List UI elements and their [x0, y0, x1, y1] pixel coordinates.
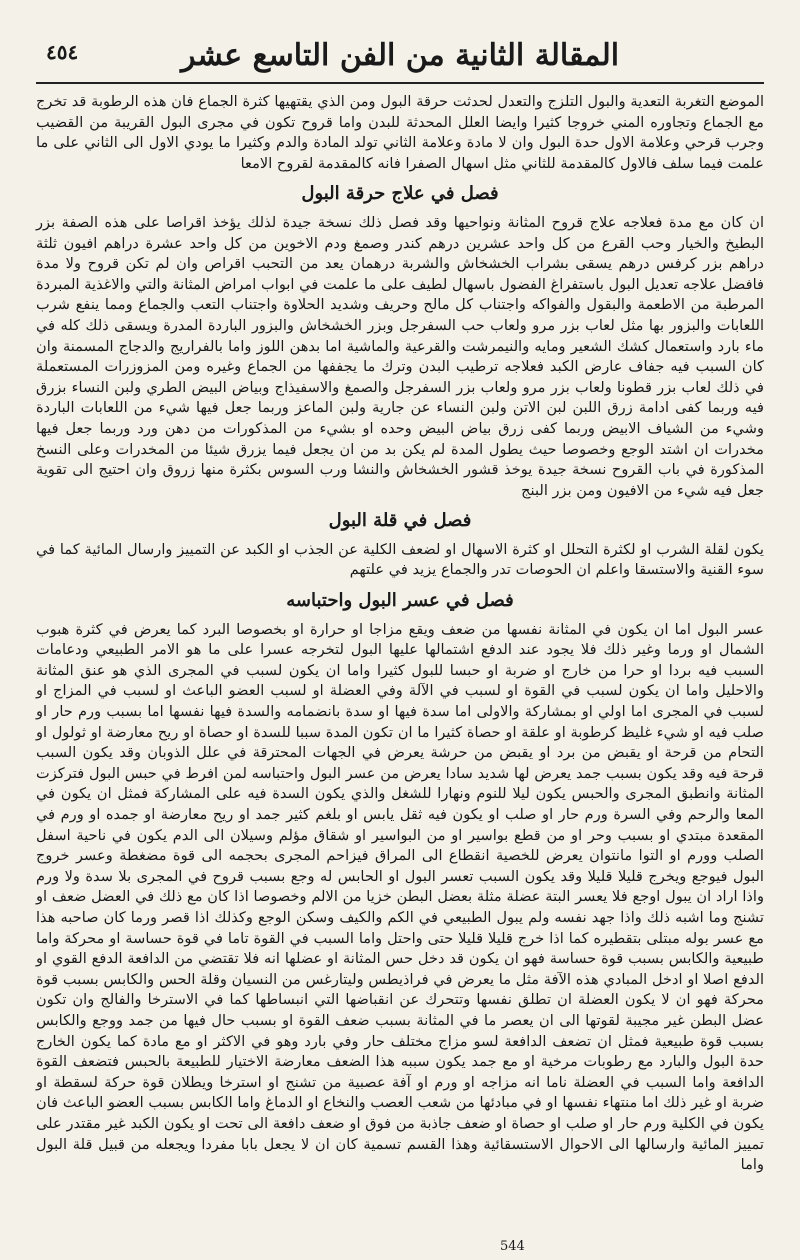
folio-number: ٤٥٤ — [46, 40, 79, 64]
page-number: 544 — [500, 1239, 525, 1254]
section-heading-urine-retention: فصل في عسر البول واحتباسه — [286, 590, 514, 612]
page-header — [36, 28, 764, 84]
section-heading-scanty-urine: فصل في قلة البول — [328, 510, 472, 532]
section-text-urine-retention: عسر البول اما ان يكون في المثانة نفسها من ضعف ويقع مزاجا او حرارة او بخصوصا البرد كما يعرض في كثرة هبوب الشمال او ورما وغير ذلك فلا يجود عند الدفع اشتمالها عليها البول لتخرجه عسرا على ما هو الامر الطبيعي ودعامات السبب فيه بردا او حرا من خارج او ضربة او حبسا للبول كثيرا واما ان يكون لسبب في المجرى الذي هو عنق المثانة والاحليل واما ان يكون لسبب في القوة او لسبب في الآلة وفي العضلة او لسبب العضو الباعث او لسبب في المزاج او لسبب في المجرى اما اولي او بمشاركة والاولى اما سدة فيها او سدة بانضمامه والسدة فيها نفسها اما بسبب ورم حار او صلب فيه او شيء غليظ كرطوبة او علقة او حصاة كثيرا ما ان تكون المدة سببا للسدة او حصاة او ريح معارضة او ثولول او التحام من قرحة او يقبض من برد او يقبض من حرشة يعرض في الجهات المحترقة في علل الذوبان وقد يكون السبب قرحة فيه وقد يكون بسبب جمد يعرض لها شديد سادا يعرض من عسر البول واحتباسه لمن افرط في حبس البول فتركزت المثانة وانطبق المجرى والحبس يكون ليلا للنوم ونهارا للشغل والذي يكون السدة فيه على المشاركة فمثل ان يكون في المعا والرحم وفي السرة ورم حار او صلب او يكون فيه ثقل يابس او بلغم كثير جمد او ريح معارضة او جمده او ورم في المقعدة مبتدي او بسبب وحر او من قطع بواسير او من البواسير او شقاق مؤلم وسيلان الى الدم يكون في ناحية اسفل الصلب وورم او التوا مانتوان يعرض للخصية انقطاع الى المراق فيزاحم المجرى بحجمه الى قوة مضغطة وعسر خروج البول فيوجع ويخرج قليلا قليلا وقد يكون السبب تعسر البول او الحابس له وجع بسبب قروح في المجرى بلا سدة ولا ورم واذا اراد ان يبول اوجع فلا يعسر البتة عضلة مثلة بعضل البطن خزيا من الالم وخصوصا اذا كان مع ذلك في العضل ضعف او تشنج وما اشبه ذلك واذا جهد نفسه ولم يبول الطبيعي في الكم والكيف وسكن الوجع وكذلك اذا قصر ورما كان صاحبه هذا مع عسر بوله مبتلى بتقطيره كما اذا خرج قليلا قليلا حتى واحتل واما السبب في القوة تاما في قوة حساسة او محركة واما طبيعية والكابس بسبب قوة حساسة فهو ان يكون قد دخل حس المثانة او عضلها انه فلا تقتضي من الدافعة الدفع القوي او الدفع اصلا او ادخل المبادي هذه الآفة مثل ما يعرض في فراذيطس وليتارغس من النسيان وقلة الحس والكابس بسبب قوة محركة فهو ان لا يكون العضلة ان تطلق نفسها وتتحرك عن انقباضها التي انبساطها كما في الاسترخا والفالج وان تكون عضل البطن غير مجيبة لقوتها الى ان يعصر ما في المثانة بسبب ضعف القوة او بسبب حال فيها من جمد ووجع والكابس بسبب قوة طبيعية فمثل ان تضعف الدافعة لسو مزاج مختلف حار وفي بارد وهو في الاكثر او مع مادة كما يكون الخارج حدة البول والبارد مع رطوبات مرخية او مع جمد يكون سببه هذا الضعف معارضة الاختيار للطبيعة بالحبس فتضعف القوة الدافعة واما السبب في العضلة ناما انه مزاجه او ورم او آفة عصبية من تشنج او استرخا ويطلان قوة حركة لسقطة او ضربة او غير ذلك اما منتهاء نفسها او في مبادئها من شعب العصب والنخاع او الدماغ واما الكابس بسبب العضو الباعث فان يكون في الكلية ورم حار او صلب او حصاة او ضعف جاذبة من فوق او ضعف دافعة الى تحت او يكون الكبد غير مقتدر على تمييز المائية وارسالها الى الاحوال الاستسقائية وهذا القسم تسمية كان ان لا يجعل بابا مفردا ويجعله من قبيل قلة البول واما — [36, 620, 764, 1174]
section-heading-burning-urine: فصل في علاج حرقة البول — [301, 183, 499, 205]
running-title: المقالة الثانية من الفن التاسع عشر — [180, 37, 620, 73]
section-text-burning-urine: ان كان مع مدة فعلاجه علاج قروح المثانة ونواحيها وقد فصل ذلك نسخة جيدة لذلك يؤخذ اقراصا على هذه الصفة بزر البطيخ والخيار وحب القرع من كل واحد عشرين درهم كندر وصمغ ودم الاخوين من كل واحد عشرة دراهم افيون ثلثة دراهم بزر كرفس درهم يسقى بشراب الخشخاش والشربة درهمان يعد من التحبب اقراص وان لم تكن قروح ولا مدة فافضل علاجه تعديل البول باستفراغ الفضول باسهال لطيف على ما علمت في ابواب امراض المثانة والتي والاغذية المبردة المرطبة من الاطعمة والبقول والفواكه واجتناب كل مالح وحريف وشديد الحلاوة واجتناب التعب والجماع ومما ينفع شرب اللعابات والبزور بها مثل لعاب بزر مرو ولعاب حب السفرجل وبزر الخشخاش والبزور الباردة المدرة ويسقى ذلك كله في ماء بارد واستعمال كشك الشعير ومايه والنيمرشت والقرعية والماشية اما بدهن اللوز واما بالفراريج والدجاج المسمنة وان كان السبب فيه جفاف عارض الكبد فعلاجه ترطيب البدن وترك ما يجففها من الجماع وغيره ومن المزوزرات المستعملة في ذلك لعاب بزر قطونا ولعاب بزر مرو ولعاب بزر السفرجل والصمغ والاسفيذاج وبياض البيض الطري ولبن النساء بزرق فيه وربما كفى ادامة زرق اللبن لبن الاتن ولبن النساء عن جارية ولبن الماعز وربما جعل فيها شيء من اللعابات الباردة وشيء من الشياف الابيض وربما كفى زرق بياض البيض وحده او بشيء من المذكورات من دهن ورد وربما جعل فيها مخدرات ان اشتد الوجع وخصوصا حيث يطول المدة لم يكن بد من ان يجعل فيما يزرق شيئا من المخدرات وعلى النسخ المذكورة في باب القروح نسخة جيدة يوخذ قشور الخشخاش والنشا ورب السوس بكثرة منها زروق وان احتيج الى تقوية جعل فيه شيء من الافيون ومن بزر البنج — [36, 213, 764, 499]
intro-paragraph: الموضع التغربة التعدية والبول التلزج والتعدل لحدثت حرقة البول ومن الذي يقتهيها كثرة الجماع فان هذه الرطوبة قد تخرج مع الجماع وتجاوره المني خروجا كثيرا وايضا العلل المحدثة للبدن واما قروح تكون في مجرى البول القريبة من القضيب وجرب قرحي وعلامة الاول حدة البول وان لا مادة وعلامة الثاني تولد المادة والدم وكثيرا ما يودي الاول الى الثاني على ما علمت فيما سلف فالاول كالمقدمة للثاني مثل اسهال الصفرا فانه كالمقدمة لقروح الامعا — [36, 93, 764, 172]
page-body — [36, 84, 764, 1176]
section-text-scanty-urine: يكون لقلة الشرب او لكثرة التحلل او كثرة الاسهال او لضعف الكلية عن الجذب او الكبد عن التمييز وارسال المائية كما في سوء القنية والاستسقا واعلم ان الحوصات تدر والجماع يزيد في علتهم — [36, 540, 764, 579]
